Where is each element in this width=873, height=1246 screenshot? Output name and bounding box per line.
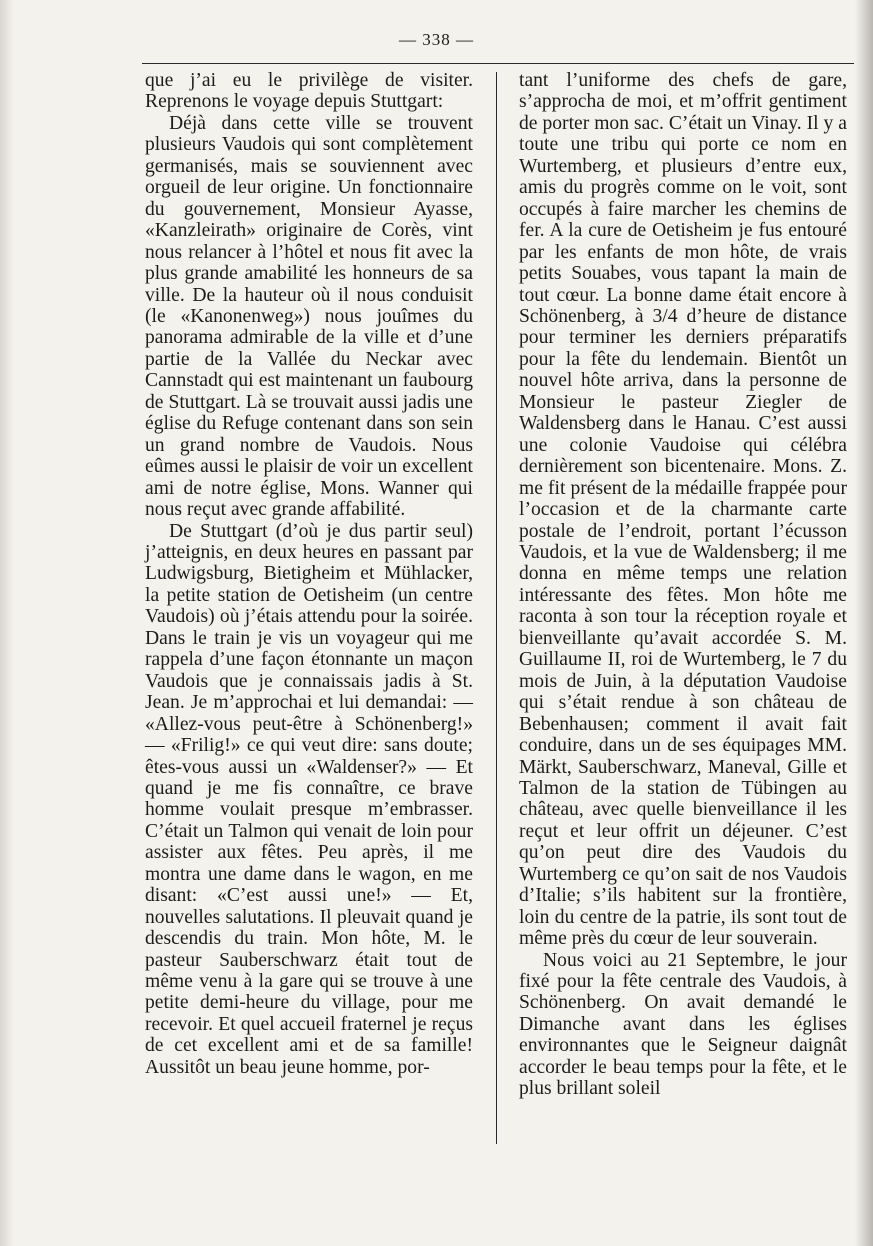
column-divider [496, 72, 497, 1144]
paragraph: que j’ai eu le privilège de visiter. Reprenons le voyage depuis Stuttgart: [145, 70, 473, 113]
paragraph: tant l’uniforme des chefs de gare, s’approcha de moi, et m’offrit gentiment de porter mon sac. C’était un Vinay. Il y a toute une tribu qui porte ce nom en Wurtemberg, et plusieurs d’entre eux, amis du progrès comme on le voit, sont occupés à faire marcher les chemins de fer. A la cure de Oetisheim je fus entouré par les enfants de mon hôte, de vrais petits Souabes, vous tapant la main de tout cœur. La bonne dame était encore à Schönenberg, à 3/4 d’heure de distance pour terminer les derniers préparatifs pour la fête du lendemain. Bientôt un nouvel hôte arriva, dans la personne de Monsieur le pasteur Ziegler de Waldensberg dans le Hanau. C’est aussi une colonie Vaudoise qui célébra dernièrement son bicentenaire. Mons. Z. me fit présent de la médaille frappée pour l’occasion et de la charmante carte postale de l’endroit, portant l’écusson Vaudois, et la vue de Waldensberg; il me donna en même temps une relation intéressante des fêtes. Mon hôte me raconta à son tour la réception royale et bienveillante qu’avait accordée S. M. Guillaume II, roi de Wurtemberg, le 7 du mois de Juin, à la députation Vaudoise qui s’était rendue à son château de Bebenhausen; comment il avait fait conduire, dans un de ses équipages MM. Märkt, Sauberschwarz, Maneval, Gille et Talmon de la station de Tübingen au château, avec quelle bienveillance il les reçut et leur offrit un déjeuner. C’est qu’on peut dire des Vaudois du Wurtemberg ce qu’on sait de nos Vaudois d’Italie; s’ils habitent sur la frontière, loin du centre de la patrie, ils sont tout de même près du cœur de leur souverain. [519, 70, 847, 950]
paragraph: De Stuttgart (d’où je dus partir seul) j’atteignis, en deux heures en passant par Ludwigsburg, Bietigheim et Mühlacker, la petite station de Oetisheim (un centre Vaudois) où j’étais attendu pour la soirée. Dans le train je vis un voyageur qui me rappela d’une façon étonnante un maçon Vaudois que je connaissais jadis à St. Jean. Je m’approchai et lui demandai: — «Allez-vous peut-être à Schönenberg!» — «Frilig!» ce qui veut dire: sans doute; êtes-vous aussi un «Waldenser?» — Et quand je me fis connaître, ce brave homme voulait presque m’embrasser. C’était un Talmon qui venait de loin pour assister aux fêtes. Peu après, il me montra une dame dans le wagon, en me disant: «C’est aussi une!» — Et, nouvelles salutations. Il pleuvait quand je descendis du train. Mon hôte, M. le pasteur Sauberschwarz était tout de même venu à la gare qui se trouve à une petite demi-heure du village, pour me recevoir. Et quel accueil fraternel je reçus de cet excellent ami et de sa famille! Aussitôt un beau jeune homme, por- [145, 520, 473, 1078]
page-edge-shadow-right [855, 0, 873, 1246]
paragraph: Nous voici au 21 Septembre, le jour fixé pour la fête centrale des Vaudois, à Schönenberg. On avait demandé le Dimanche avant dans les églises environnantes que le Seigneur daignât accorder le beau temps pour la fête, et le plus brillant soleil [519, 949, 847, 1100]
page-edge-shadow-left [0, 0, 14, 1246]
paragraph: Déjà dans cette ville se trouvent plusieurs Vaudois qui sont complètement germanisés, mais se souviennent avec orgueil de leur origine. Un fonctionnaire du gouvernement, Monsieur Ayasse, «Kanzleirath» originaire de Corès, vint nous relancer à l’hôtel et nous fit avec la plus grande amabilité les honneurs de sa ville. De la hauteur où il nous conduisit (le «Kanonenweg») nous jouîmes du panorama admirable de la ville et d’une partie de la Vallée du Neckar avec Cannstadt qui est maintenant un faubourg de Stuttgart. Là se trouvait aussi jadis une église du Refuge contenant dans son sein un grand nombre de Vaudois. Nous eûmes aussi le plaisir de voir un excellent ami de notre église, Mons. Wanner qui nous reçut avec grande affabilité. [145, 112, 473, 521]
right-column [519, 70, 847, 1100]
header-rule [142, 63, 854, 64]
page-number: — 338 — [399, 30, 474, 49]
left-column [145, 70, 473, 1078]
